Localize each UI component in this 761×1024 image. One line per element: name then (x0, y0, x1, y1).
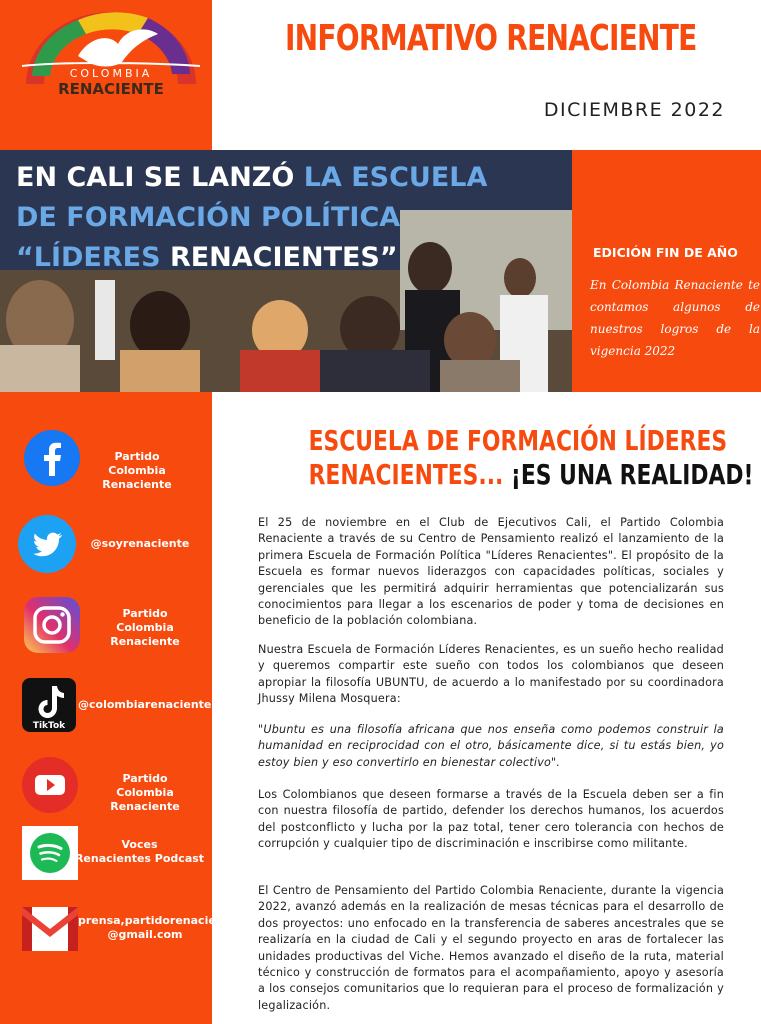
tiktok-label: @colombiarenaciente (78, 698, 212, 711)
instagram-icon (24, 597, 80, 653)
newsletter-date: DICIEMBRE 2022 (543, 99, 725, 121)
instagram-label: Partido Colombia Renaciente (110, 607, 180, 648)
facebook-label: Partido Colombia Renaciente (102, 450, 172, 491)
article-quote: "Ubuntu es una filosofía africana que nos enseña como podemos construir la humanidad en reciprocidad con el otro, básicamente dice, si tu estás bien, yo estoy bien y eso convertirlo en bienestar colectivo". (258, 723, 724, 769)
twitter-label: @soyrenaciente (90, 537, 190, 550)
banner-headline-line1: EN CALI SE LANZÓ LA ESCUELA (16, 162, 488, 193)
logo-text-bottom: RENACIENTE (58, 80, 164, 98)
youtube-label: Partido Colombia Renaciente (110, 772, 180, 813)
edition-title: EDICIÓN FIN DE AÑO (593, 245, 738, 260)
article-paragraph-1: El 25 de noviembre en el Club de Ejecutivos Cali, el Partido Colombia Renaciente a través de su Centro de Pensamiento realizó el lanzamiento de la primera Escuela de Formación Política "Líderes Renacientes". El propósito de la Escuela es formar nuevos liderazgos con capacidades políticas, sociales y gerenciales que les permitirá adquirir herramientas que potencializarán sus conocimientos para llegar a los escenarios de poder y toma de decisiones en beneficio de la población colombiana. (258, 516, 724, 628)
svg-text:TikTok: TikTok (32, 721, 66, 731)
edition-text: En Colombia Renaciente te contamos algunos de nuestros logros de la vigencia 2022 (590, 278, 760, 358)
newsletter-title: INFORMATIVO RENACIENTE (285, 18, 697, 59)
article-paragraph-4: Los Colombianos que deseen formarse a través de la Escuela deben ser a fin con nuestra filosofía de partido, defender los derechos humanos, los acuerdos del postconflicto y lucha por la paz total, tener cero tolerancia con hechos de corrupción y cualquier tipo de discriminación e inscribirse como militante. (258, 788, 724, 851)
logo-text-top: COLOMBIA (69, 67, 153, 80)
banner-photo (0, 150, 572, 392)
header-orange-block (0, 0, 212, 150)
article-paragraph-5: El Centro de Pensamiento del Partido Colombia Renaciente, durante la vigencia 2022, avanzó además en la realización de mesas técnicas para el desarrollo de dos proyectos: uno enfocado en la transferencia de saberes ancestrales que se realizaría en la ciudad de Cali y el segundo proyecto en aras de fortalecer las unidades productivas del Viche. Hemos avanzado el diseño de la ruta, material técnico y construcción de formatos para el acompañamiento, apoyo y asesoría a los consejos comunitarios que lo requieran para el proceso de formalización y legalización. (258, 884, 724, 1012)
article-title (308, 424, 754, 492)
banner-headline-line2: DE FORMACIÓN POLÍTICA (16, 202, 401, 233)
social-sidebar (0, 392, 237, 1024)
tiktok-icon (22, 678, 76, 732)
twitter-icon (18, 515, 76, 573)
article-title-line1: ESCUELA DE FORMACIÓN LÍDERES (308, 424, 728, 457)
youtube-icon (22, 757, 78, 813)
gmail-icon (22, 907, 78, 951)
banner-headline-line3: “LÍDERES RENACIENTES” (16, 242, 398, 273)
article-paragraph-2: Nuestra Escuela de Formación Líderes Renacientes, es un sueño hecho realidad y queremos compartir este sueño con todos los colombianos que deseen apropiar la filosofía UBUNTU, de acuerdo a lo manifestado por su coordinadora Jhussy Milena Mosquera: (258, 643, 724, 706)
spotify-label: Voces Renacientes Podcast (74, 838, 205, 865)
gmail-label: prensa,partidorenaciente @gmail.com (78, 914, 237, 941)
spotify-icon (22, 826, 78, 880)
article-title-line2: RENACIENTES... ¡ES UNA REALIDAD! (308, 458, 754, 491)
